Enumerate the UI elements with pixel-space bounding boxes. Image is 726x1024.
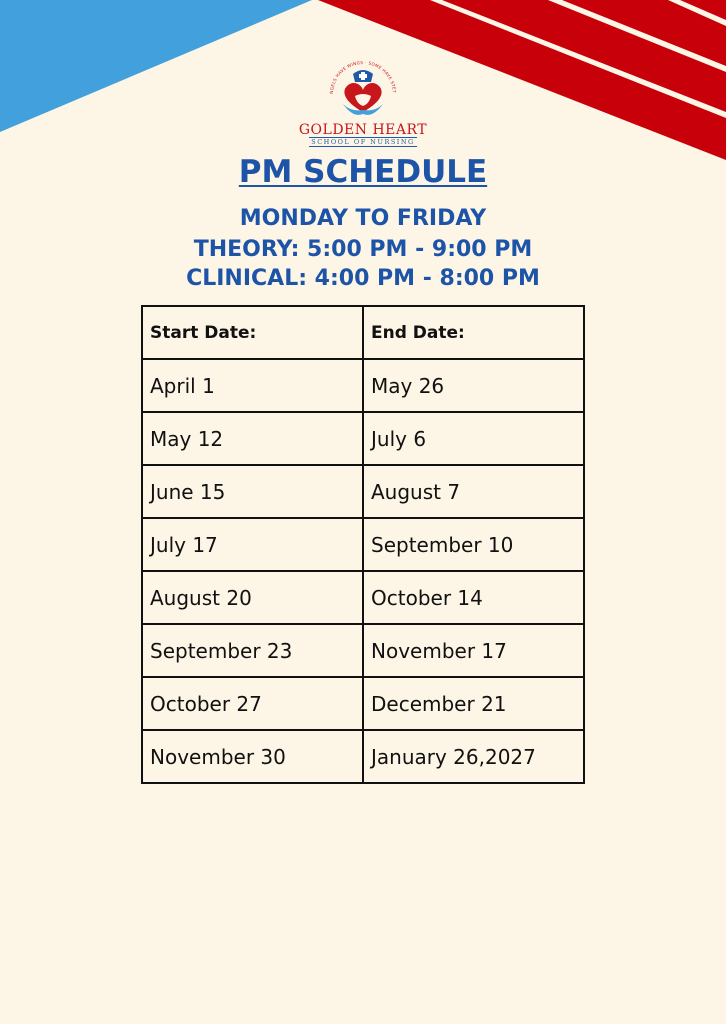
start-date-cell: November 30 bbox=[142, 730, 363, 783]
table-row bbox=[142, 571, 584, 624]
school-logo bbox=[290, 56, 436, 152]
logo-name: GOLDEN HEART bbox=[298, 122, 428, 138]
clinical-hours: CLINICAL: 4:00 PM - 8:00 PM bbox=[186, 266, 540, 291]
theory-hours: THEORY: 5:00 PM - 9:00 PM bbox=[193, 237, 533, 262]
header-start-date: Start Date: bbox=[142, 306, 363, 359]
end-date-cell: October 14 bbox=[363, 571, 584, 624]
blue-corner-shape bbox=[0, 0, 312, 132]
end-date-cell: July 6 bbox=[363, 412, 584, 465]
logo-arc-text: NGELS HAVE WINGS · SOME HAVE STET bbox=[328, 59, 398, 94]
table-row bbox=[142, 730, 584, 783]
end-date-cell: December 21 bbox=[363, 677, 584, 730]
end-date-cell: September 10 bbox=[363, 518, 584, 571]
logo-subtitle: SCHOOL OF NURSING bbox=[311, 138, 415, 146]
end-date-cell: August 7 bbox=[363, 465, 584, 518]
start-date-cell: September 23 bbox=[142, 624, 363, 677]
heart-nurse-emblem bbox=[325, 56, 401, 122]
table-row bbox=[142, 677, 584, 730]
start-date-cell: October 27 bbox=[142, 677, 363, 730]
start-date-cell: August 20 bbox=[142, 571, 363, 624]
table-header-row bbox=[142, 306, 584, 359]
table-row bbox=[142, 412, 584, 465]
start-date-cell: April 1 bbox=[142, 359, 363, 412]
end-date-cell: May 26 bbox=[363, 359, 584, 412]
start-date-cell: June 15 bbox=[142, 465, 363, 518]
table-row bbox=[142, 359, 584, 412]
table-row bbox=[142, 465, 584, 518]
end-date-cell: November 17 bbox=[363, 624, 584, 677]
start-date-cell: July 17 bbox=[142, 518, 363, 571]
table-row bbox=[142, 624, 584, 677]
start-date-cell: May 12 bbox=[142, 412, 363, 465]
table-row bbox=[142, 518, 584, 571]
days-label: MONDAY TO FRIDAY bbox=[239, 206, 487, 231]
header-end-date: End Date: bbox=[363, 306, 584, 359]
page-title: PM SCHEDULE bbox=[238, 154, 488, 190]
schedule-table bbox=[141, 305, 585, 784]
end-date-cell: January 26,2027 bbox=[363, 730, 584, 783]
